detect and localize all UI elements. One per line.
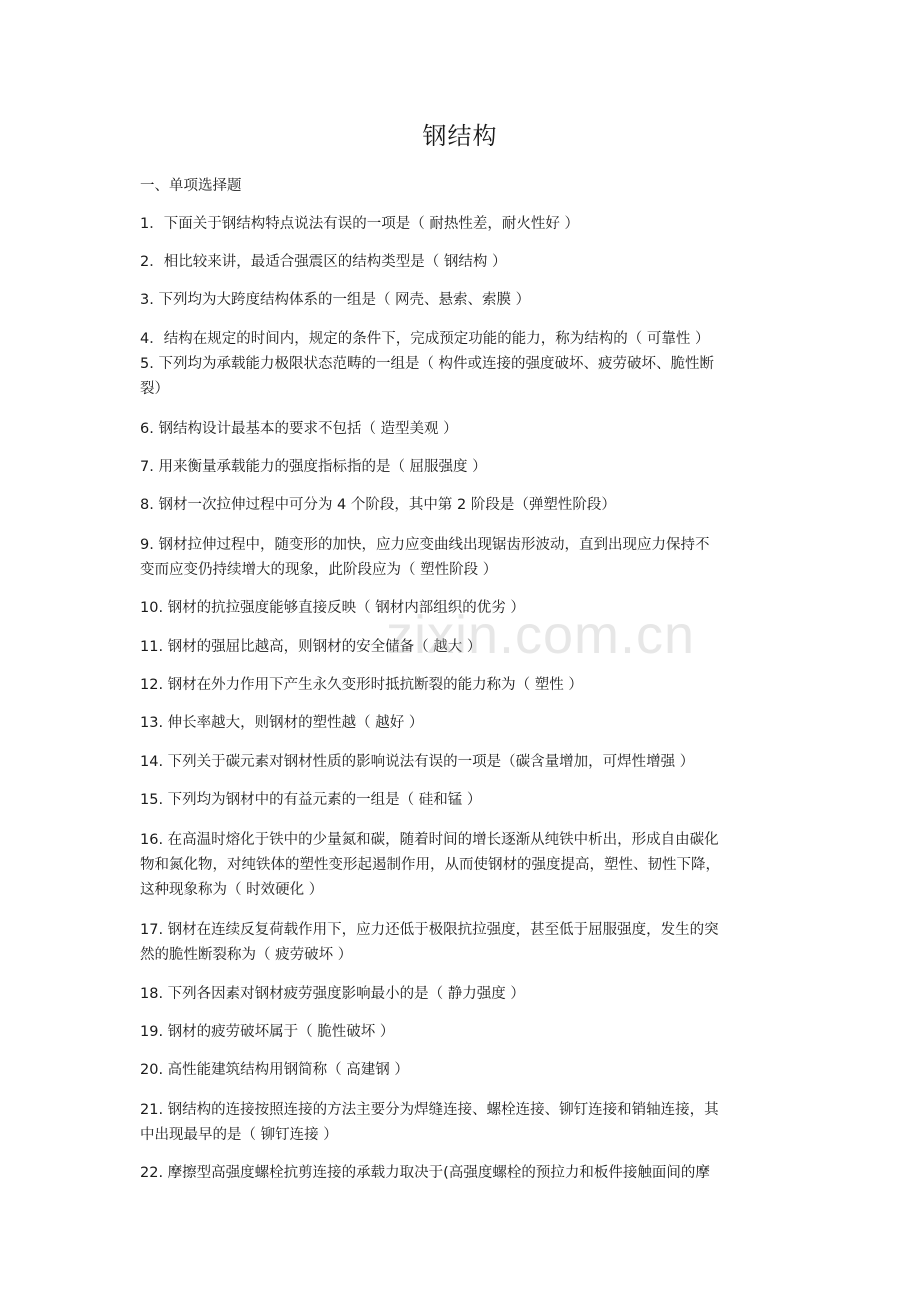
question-line: 7. 用来衡量承载能力的强度指标指的是（ 屈服强度 ）	[140, 459, 487, 475]
question-line: 17. 钢材在连续反复荷载作用下，应力还低于极限抗拉强度，甚至低于屈服强度，发生的突	[140, 922, 719, 938]
question-line: 20. 高性能建筑结构用钢简称（ 高建钢 ）	[140, 1062, 409, 1078]
question-line: 8. 钢材一次拉伸过程中可分为 4 个阶段，其中第 2 阶段是（弹塑性阶段）	[140, 497, 616, 513]
question-line: 3. 下列均为大跨度结构体系的一组是（ 网壳、悬索、索膜 ）	[140, 292, 531, 308]
question-line: 物和氮化物，对纯铁体的塑性变形起遏制作用，从而使钢材的强度提高，塑性、韧性下降，	[140, 857, 720, 873]
question-line: 22. 摩擦型高强度螺栓抗剪连接的承载力取决于(高强度螺栓的预拉力和板件接触面间的摩	[140, 1165, 710, 1181]
watermark: zixin.com.cn	[386, 605, 696, 665]
question-line: 5. 下列均为承载能力极限状态范畴的一组是（ 构件或连接的强度破坏、疲劳破坏、脆性断	[140, 356, 715, 372]
question-line: 然的脆性断裂称为（ 疲劳破坏 ）	[140, 947, 353, 963]
question-line: 2．相比较来讲，最适合强震区的结构类型是（ 钢结构 ）	[140, 254, 507, 270]
question-line: 18. 下列各因素对钢材疲劳强度影响最小的是（ 静力强度 ）	[140, 986, 525, 1002]
question-line: 21. 钢结构的连接按照连接的方法主要分为焊缝连接、螺栓连接、铆钉连接和销轴连接，其	[140, 1102, 719, 1118]
question-line: 这种现象称为（ 时效硬化 ）	[140, 882, 324, 898]
section-heading: 一、单项选择题	[140, 178, 242, 194]
question-line: 中出现最早的是（ 铆钉连接 ）	[140, 1127, 338, 1143]
question-line: 9. 钢材拉伸过程中，随变形的加快，应力应变曲线出现锯齿形波动，直到出现应力保持不	[140, 537, 710, 553]
question-line: 19. 钢材的疲劳破坏属于（ 脆性破坏 ）	[140, 1024, 395, 1040]
question-line: 12. 钢材在外力作用下产生永久变形时抵抗断裂的能力称为（ 塑性 ）	[140, 677, 583, 693]
question-line: 15. 下列均为钢材中的有益元素的一组是（ 硅和锰 ）	[140, 792, 482, 808]
document-title: 钢结构	[422, 122, 498, 150]
question-line: 变而应变仍持续增大的现象，此阶段应为（ 塑性阶段 ）	[140, 562, 498, 578]
question-line: 10. 钢材的抗拉强度能够直接反映（ 钢材内部组织的优劣 ）	[140, 600, 525, 616]
question-line: 16. 在高温时熔化于铁中的少量氮和碳，随着时间的增长逐渐从纯铁中析出，形成自由碳化	[140, 832, 719, 848]
question-line: 11. 钢材的强屈比越高，则钢材的安全储备（ 越大 ）	[140, 639, 482, 655]
question-line: 4．结构在规定的时间内，规定的条件下，完成预定功能的能力，称为结构的（ 可靠性 ）	[140, 331, 710, 347]
question-line: 14. 下列关于碳元素对钢材性质的影响说法有误的一项是（碳含量增加，可焊性增强 ）	[140, 754, 695, 770]
question-line: 13. 伸长率越大，则钢材的塑性越（ 越好 ）	[140, 715, 424, 731]
question-line: 裂）	[140, 381, 169, 397]
question-line: 1．下面关于钢结构特点说法有误的一项是（ 耐热性差，耐火性好 ）	[140, 216, 579, 232]
question-line: 6. 钢结构设计最基本的要求不包括（ 造型美观 ）	[140, 421, 458, 437]
